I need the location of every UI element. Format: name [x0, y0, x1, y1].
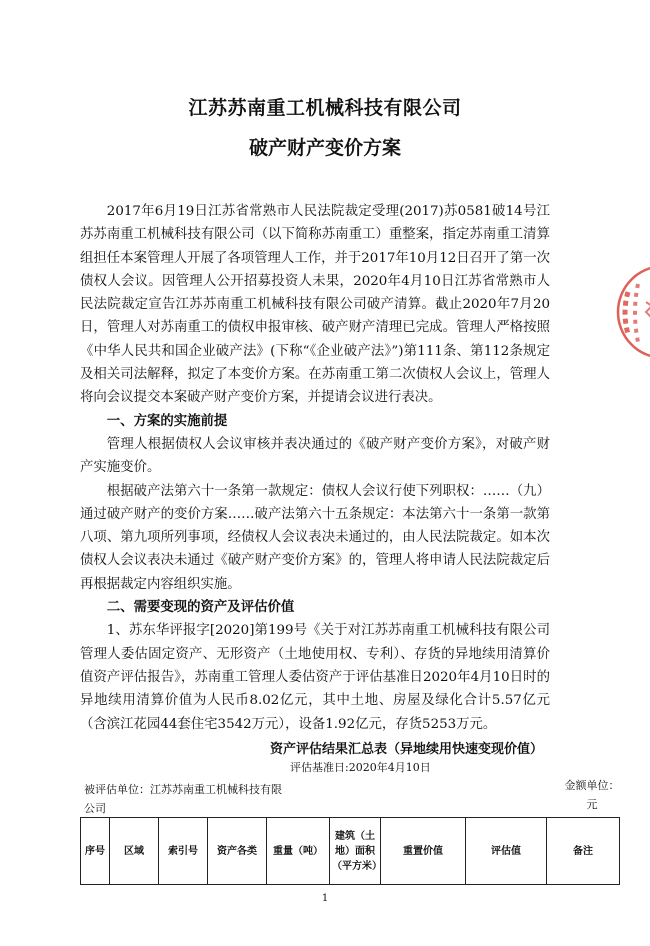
evaluee-unit: 被评估单位：江苏苏南重工机械科技有限公司	[84, 783, 282, 815]
header-remarks: 备注	[547, 818, 620, 885]
document-title: 破产财产变价方案	[248, 137, 401, 159]
table-base-date: 评估基准日:2020年4月10日	[290, 761, 431, 774]
asset-summary-table	[80, 817, 620, 885]
section1-paragraph-1: 管理人根据债权人会议审核并表决通过的《破产财产变价方案》，对破产财产实施变价。	[80, 436, 550, 476]
header-seq: 序号	[81, 818, 110, 885]
red-seal-stamp	[612, 262, 650, 362]
header-area: 建筑（土地）面积（平方米）	[330, 818, 381, 885]
section2-paragraph-1: 1、苏东华评报字[2020]第199号《关于对江苏苏南重工机械科技有限公司管理人委估固定资产、无形资产（土地使用权、专利）、存货的异地续用清算价值资产评估报告》，苏南重工管理人委估资产于评估基准日2020年4月10日时的异地续用清算价值为人民币8.02亿元，其中土地、房屋及绿化合计5.57亿元（含滨江花园44套住宅3542万元），设备1.92亿元，存货5253万元。	[80, 623, 550, 732]
section2-heading: 二、需要变现的资产及评估价值	[106, 599, 295, 616]
section1-paragraph-2: 根据破产法第六十一条第一款规定：债权人会议行使下列职权：……（九）通过破产财产的变价方案……破产法第六十五条规定：本法第六十一条第一款第八项、第九项所列事项，经债权人会议表决未通过的，由人民法院裁定。如本次债权人会议表决未通过《破产财产变价方案》的，管理人将申请人民法院裁定后再根据裁定内容组织实施。	[80, 483, 550, 592]
header-replacement-value: 重置价值	[381, 818, 466, 885]
table-caption: 资产评估结果汇总表（异地续用快速变现价值）	[270, 742, 544, 757]
page-number: 1	[321, 893, 329, 904]
header-region: 区域	[110, 818, 159, 885]
document-body	[80, 200, 550, 736]
header-index: 索引号	[159, 818, 208, 885]
table-header-row	[81, 818, 620, 885]
header-appraised-value: 评估值	[466, 818, 547, 885]
intro-paragraph: 2017年6月19日江苏省常熟市人民法院裁定受理(2017)苏0581破14号江苏苏南重工机械科技有限公司（以下简称苏南重工）重整案，指定苏南重工清算组担任本案管理人开展了各项管理人工作，并于2017年10月12日召开了第一次债权人会议。因管理人公开招募投资人未果，2020年4月10日江苏省常熟市人民法院裁定宣告江苏苏南重工机械科技有限公司破产清算。截止2020年7月20日，管理人对苏南重工的债权申报审核、破产财产清理已完成。管理人严格按照《中华人民共和国企业破产法》(下称“《企业破产法》”)第111条、第112条规定及相关司法解释，拟定了本变价方案。在苏南重工第二次债权人会议上，管理人将向会议提交本案破产财产变价方案，并提请会议进行表决。	[80, 204, 550, 406]
header-weight: 重量（吨）	[267, 818, 330, 885]
company-title: 江苏苏南重工机械科技有限公司	[188, 97, 462, 119]
header-asset-type: 资产各类	[208, 818, 267, 885]
amount-unit: 金额单位：元	[564, 779, 620, 811]
section1-heading: 一、方案的实施前提	[106, 412, 228, 429]
